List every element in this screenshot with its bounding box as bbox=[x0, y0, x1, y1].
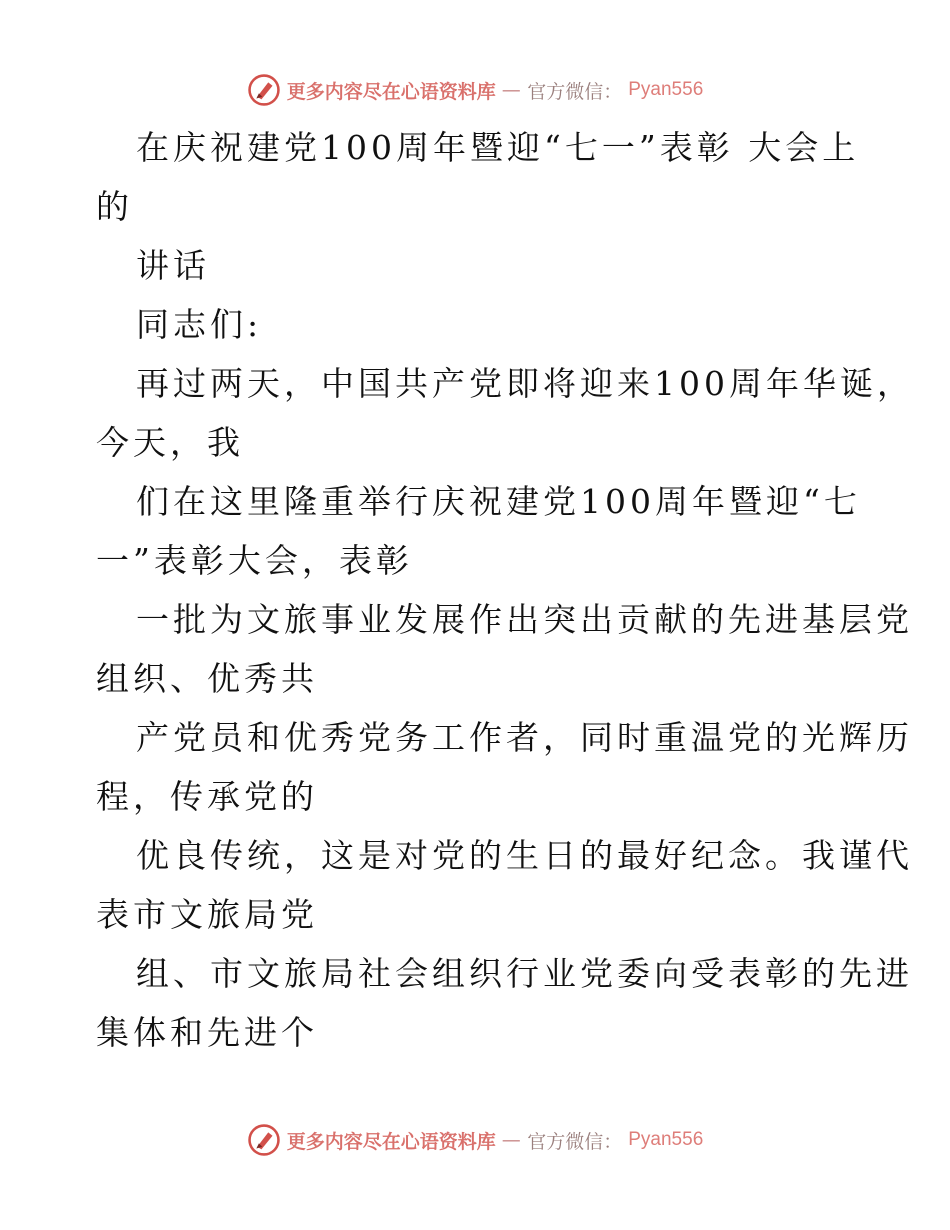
watermark-brand: 更多内容尽在心语资料库 bbox=[286, 80, 496, 103]
document-line: 产党员和优秀党务工作者，同时重温党的光辉历 bbox=[136, 718, 913, 757]
document-line: 集体和先进个 bbox=[96, 1013, 318, 1052]
watermark-wechat-id: Pyan556 bbox=[628, 1129, 704, 1150]
document-line: 的 bbox=[96, 187, 133, 226]
pen-seal-icon bbox=[247, 73, 281, 107]
document-line: 表市文旅局党 bbox=[96, 895, 318, 934]
document-line: 讲话 bbox=[136, 246, 210, 285]
document-line: 再过两天，中国共产党即将迎来100周年华诞， bbox=[136, 364, 914, 403]
document-line: 们在这里隆重举行庆祝建党100周年暨迎“七 bbox=[136, 482, 861, 521]
document-line: 一批为文旅事业发展作出突出贡献的先进基层党 bbox=[136, 600, 913, 639]
document-line: 优良传统，这是对党的生日的最好纪念。我谨代 bbox=[136, 836, 913, 875]
document-line: 一”表彰大会，表彰 bbox=[96, 541, 413, 580]
footer-watermark bbox=[0, 1122, 950, 1158]
document-line: 同志们: bbox=[136, 305, 263, 344]
watermark-dash: — bbox=[501, 79, 522, 101]
pen-seal-icon bbox=[247, 1123, 281, 1157]
document-line: 今天，我 bbox=[96, 423, 244, 462]
document-line: 组、市文旅局社会组织行业党委向受表彰的先进 bbox=[136, 954, 913, 993]
watermark-dash: — bbox=[501, 1129, 522, 1151]
document-body bbox=[96, 118, 914, 1062]
watermark-wechat-label: 官方微信： bbox=[527, 1130, 623, 1153]
watermark-wechat-id: Pyan556 bbox=[628, 79, 704, 100]
document-line: 组织、优秀共 bbox=[96, 659, 318, 698]
watermark-brand: 更多内容尽在心语资料库 bbox=[286, 1130, 496, 1153]
document-line: 程，传承党的 bbox=[96, 777, 318, 816]
header-watermark bbox=[0, 72, 950, 108]
watermark-wechat-label: 官方微信： bbox=[527, 80, 623, 103]
document-line: 在庆祝建党100周年暨迎“七一”表彰 大会上 bbox=[136, 128, 860, 167]
